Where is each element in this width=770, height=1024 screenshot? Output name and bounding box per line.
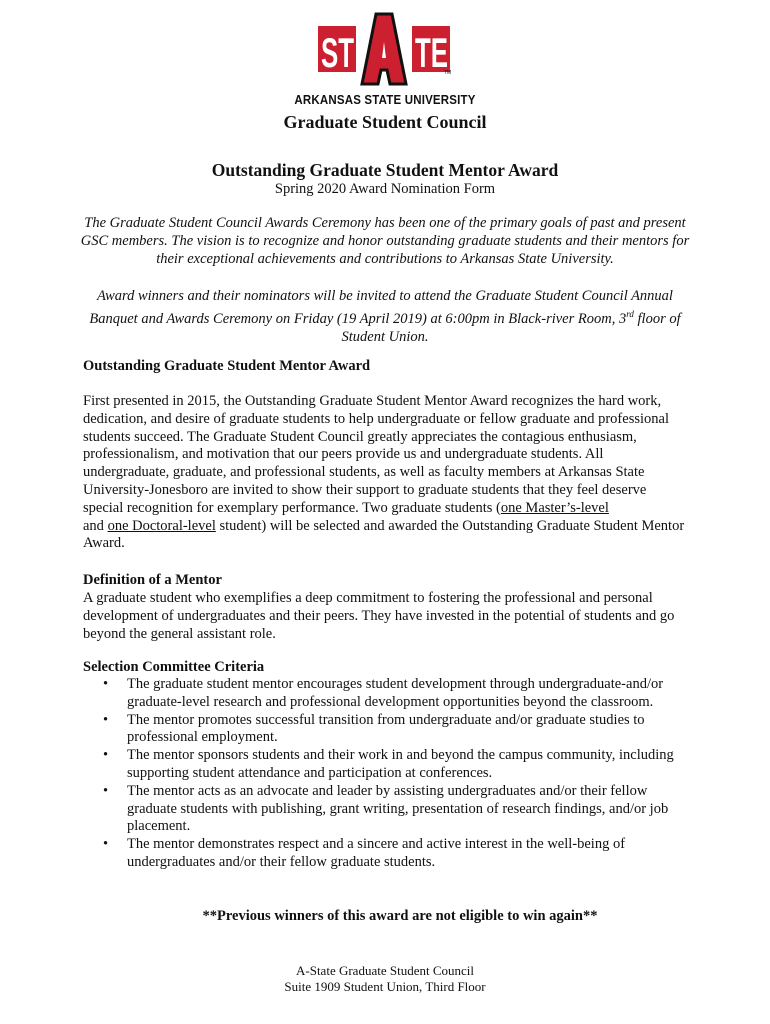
bullet-icon: •	[103, 836, 109, 853]
criteria-item-text: The mentor promotes successful transition from undergraduate and/or graduate studies to professional employment.	[127, 711, 645, 746]
definition-heading: Definition of a Mentor	[83, 572, 222, 588]
criteria-item-text: The graduate student mentor encourages student development through undergraduate-and/or graduate-level research and professional development opportunities beyond the classroom.	[127, 676, 664, 710]
criteria-heading: Selection Committee Criteria	[83, 659, 265, 675]
council-name: Graduate Student Council	[283, 112, 487, 132]
page-subtitle: Spring 2020 Award Nomination Form	[274, 181, 496, 197]
trademark-mark: TM	[444, 70, 452, 76]
intro-paragraph-1: The Graduate Student Council Awards Ceremony has been one of the primary goals of past and present GSC members. The vision is to recognize and honor outstanding graduate students and their mentors for their exceptional achievements and contributions to Arkansas State University.	[80, 215, 690, 267]
footer	[0, 963, 770, 995]
award-description-and: and	[83, 517, 108, 534]
criteria-item	[83, 712, 683, 748]
criteria-item	[83, 747, 683, 783]
definition-text: A graduate student who exemplifies a deep commitment to fostering the professional and personal development of undergraduates and their peers. They have invested in the potential of students and go beyond the general assistant role.	[83, 590, 675, 642]
bullet-icon: •	[103, 711, 109, 728]
criteria-list	[83, 676, 683, 872]
criteria-item	[83, 836, 683, 872]
criteria-item	[83, 783, 683, 836]
criteria-item-text: The mentor acts as an advocate and leader by assisting undergraduates and/or their fellow graduate students with publishing, grant writing, presentation of research findings, and/or job placement.	[127, 782, 669, 835]
bullet-icon: •	[103, 782, 109, 799]
bullet-icon: •	[103, 747, 109, 764]
award-section-heading: Outstanding Graduate Student Mentor Award	[83, 358, 371, 374]
footer-line-2: Suite 1909 Student Union, Third Floor	[284, 979, 486, 994]
criteria-item	[83, 676, 683, 712]
masters-level-link[interactable]: one Master’s-level	[500, 499, 609, 516]
a-state-logo	[316, 12, 452, 86]
award-description	[83, 393, 687, 553]
ordinal-suffix: rd	[626, 309, 634, 319]
footer-line-1: A-State Graduate Student Council	[296, 963, 474, 978]
university-name: ARKANSAS STATE UNIVERSITY	[294, 93, 476, 107]
intro-paragraph-2	[78, 287, 692, 346]
page-title: Outstanding Graduate Student Mentor Award	[211, 160, 559, 180]
award-description-text: First presented in 2015, the Outstanding Graduate Student Mentor Award recognizes the hard work, dedication, and desire of graduate students to help undergraduate or fellow graduate and professional students succeed. The Graduate Student Council greatly appreciates the contagious enthusiasm, professionalism, and motivation that our peers provide us and undergraduate students. All undergraduate, graduate, and professional students, as well as faculty members at Arkansas State University-Jonesboro are invited to show their support to graduate students that they feel deserve special recognition for exemplary performance. Two graduate students (	[83, 393, 669, 516]
svg-text:TE: TE	[415, 29, 448, 76]
award-description-end: student) will be selected and awarded the Outstanding Graduate Student Mentor Award.	[83, 517, 685, 552]
svg-text:ST: ST	[321, 29, 355, 76]
criteria-item-text: The mentor sponsors students and their work in and beyond the campus community, including supporting student attendance and participation at conferences.	[127, 747, 674, 781]
doctoral-level-link[interactable]: one Doctoral-level	[107, 517, 216, 534]
intro-paragraph-2-end: floor of Student Union.	[341, 310, 681, 345]
eligibility-notice: **Previous winners of this award are not eligible to win again**	[202, 908, 598, 924]
bullet-icon: •	[103, 676, 109, 692]
criteria-item-text: The mentor demonstrates respect and a sincere and active interest in the well-being of undergraduates and/or their fellow graduate students.	[127, 836, 626, 870]
intro-paragraph-2-text: Award winners and their nominators will be invited to attend the Graduate Student Council Annual Banquet and Awards Ceremony on Friday (19 April 2019) at 6:00pm in Black-river Room, 3	[89, 288, 673, 327]
